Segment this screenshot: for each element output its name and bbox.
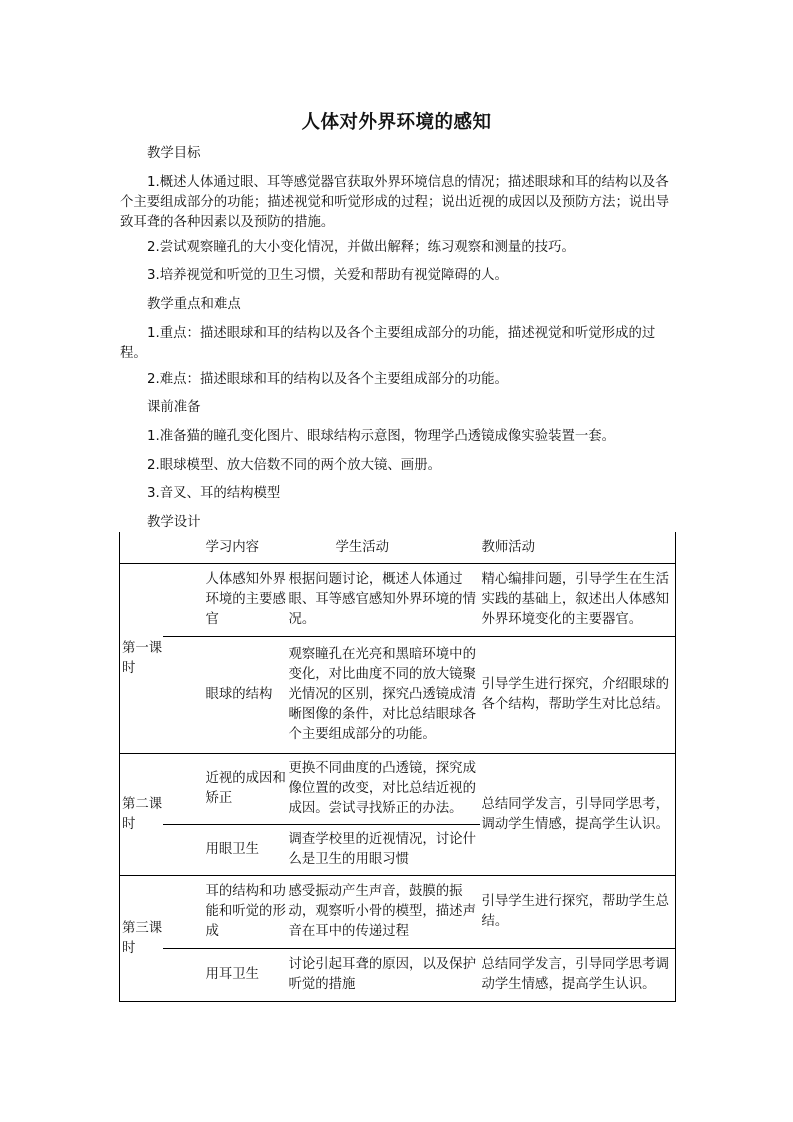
objective-item-3: 3.培养视觉和听觉的卫生习惯，关爱和帮助有视觉障碍的人。: [147, 268, 508, 283]
page-title: 人体对外界环境的感知: [301, 112, 492, 133]
content-cell: 用眼卫生: [163, 825, 287, 876]
header-content: 学习内容 学生活动: [205, 539, 390, 555]
header-teacher: 教师活动: [480, 532, 676, 564]
teacher-activity-cell: 总结同学发言，引导同学思考调动学生情感，提高学生认识。: [480, 949, 676, 1002]
objectives-heading: 教学目标: [147, 146, 201, 161]
content-cell: 眼球的结构: [163, 637, 287, 754]
preparation-item-1: 1.准备猫的瞳孔变化图片、眼球结构示意图，物理学凸透镜成像实验装置一套。: [147, 429, 616, 444]
session-name: 第一课时: [120, 564, 163, 754]
key-points-heading: 教学重点和难点: [147, 297, 241, 312]
preparation-heading: 课前准备: [147, 400, 201, 415]
table-row: [120, 949, 676, 1002]
teacher-activity-cell: 引导学生进行探究，介绍眼球的各个结构，帮助学生对比总结。: [480, 637, 676, 754]
preparation-item-2: 2.眼球模型、放大倍数不同的两个放大镜、画册。: [147, 458, 441, 473]
content-cell: 近视的成因和矫正: [163, 754, 287, 825]
student-activity-cell: 根据问题讨论，概述人体通过眼、耳等感官感知外界环境的情况。: [287, 564, 480, 637]
table-row: [120, 754, 676, 825]
table-row: [120, 564, 676, 637]
key-point-item-1: 1.重点：描述眼球和耳的结构以及各个主要组成部分的功能，描述视觉和听觉形成的过程。: [120, 326, 656, 361]
student-activity-cell: 更换不同曲度的凸透镜，探究成像位置的改变，对比总结近视的成因。尝试寻找矫正的办法。: [287, 754, 480, 825]
objective-item-1: 1.概述人体通过眼、耳等感觉器官获取外界环境信息的情况；描述眼球和耳的结构以及各个主要组成部分的功能；描述视觉和听觉形成的过程；说出近视的成因以及预防方法；说出导致耳聋的各种因素以及预防的措施。: [120, 175, 670, 230]
table-row: [120, 876, 676, 949]
design-heading: 教学设计: [147, 515, 201, 530]
table-header-row: [120, 532, 676, 564]
teaching-design-table: [119, 532, 676, 1002]
content-cell: 耳的结构和功能和听觉的形成: [163, 876, 287, 949]
key-point-item-2: 2.难点：描述眼球和耳的结构以及各个主要组成部分的功能。: [147, 372, 508, 387]
student-activity-cell: 观察瞳孔在光亮和黑暗环境中的变化，对比曲度不同的放大镜聚光情况的区别，探究凸透镜成清晰图像的条件，对比总结眼球各个主要组成部分的功能。: [287, 637, 480, 754]
session-name: 第二课时: [120, 754, 163, 876]
student-activity-cell: 讨论引起耳聋的原因，以及保护听觉的措施: [287, 949, 480, 1002]
content-cell: 用耳卫生: [163, 949, 287, 1002]
content-cell: 人体感知外界环境的主要感官: [163, 564, 287, 637]
teacher-activity-cell: 精心编排问题，引导学生在生活实践的基础上，叙述出人体感知外界环境变化的主要器官。: [480, 564, 676, 637]
student-activity-cell: 调查学校里的近视情况，讨论什么是卫生的用眼习惯: [287, 825, 480, 876]
table-row: [120, 637, 676, 754]
objective-item-2: 2.尝试观察瞳孔的大小变化情况，并做出解释；练习观察和测量的技巧。: [147, 240, 575, 255]
session-name: 第三课时: [120, 876, 163, 1002]
student-activity-cell: 感受振动产生声音，鼓膜的振动，观察听小骨的模型，描述声音在耳中的传递过程: [287, 876, 480, 949]
teacher-activity-cell: 总结同学发言，引导同学思考，调动学生情感，提高学生认识。: [480, 754, 676, 876]
preparation-item-3: 3.音叉、耳的结构模型: [147, 486, 281, 501]
header-session-cell: [120, 532, 163, 564]
teacher-activity-cell: 引导学生进行探究，帮助学生总结。: [480, 876, 676, 949]
